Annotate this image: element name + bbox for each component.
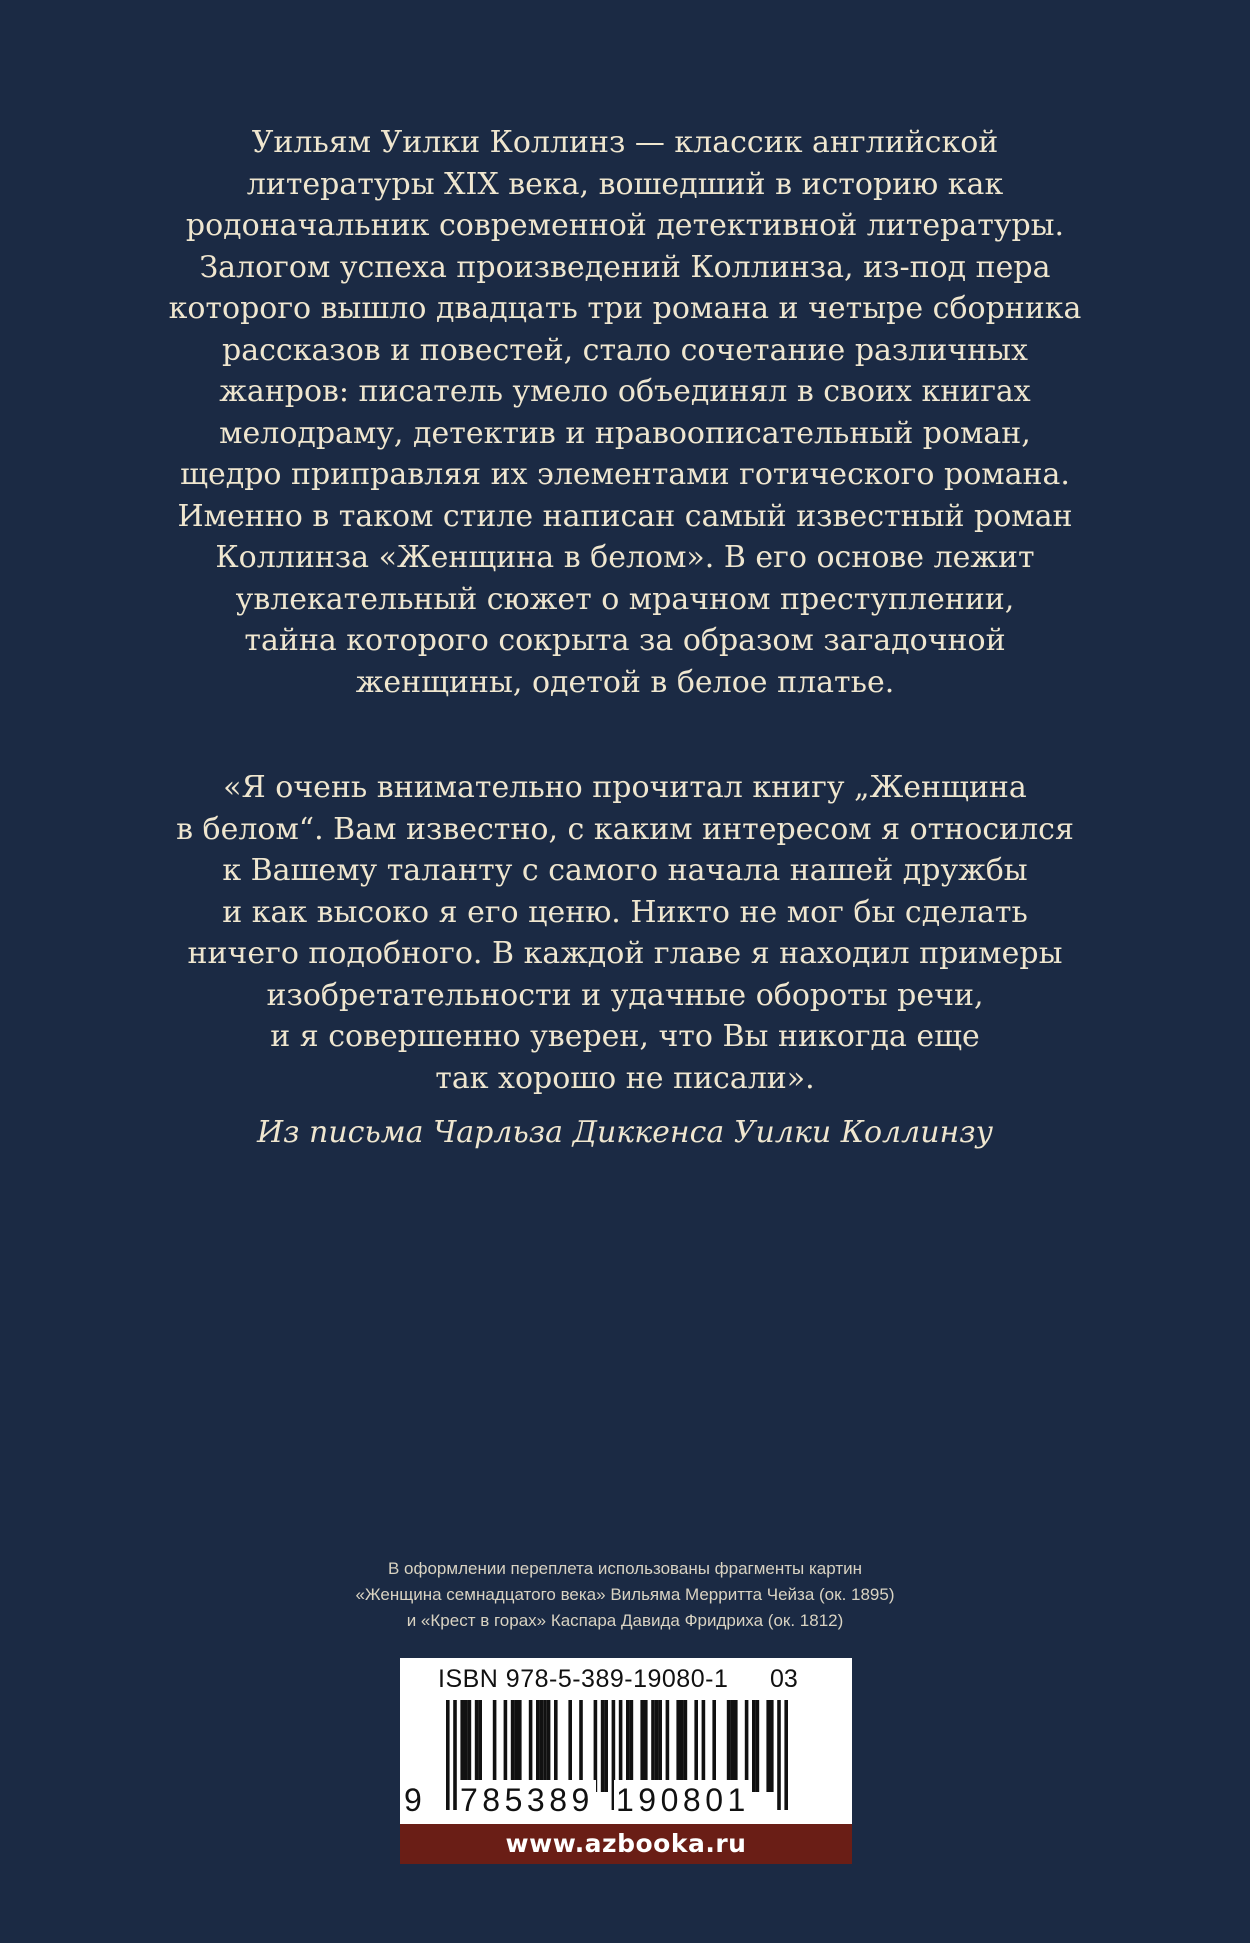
barcode-bar [655,1700,659,1792]
annotation-line: которого вышло двадцать три романа и четыре сборника [168,291,1082,326]
barcode-bar [684,1700,688,1792]
barcode-bar [493,1700,497,1792]
barcode-bar [727,1700,731,1792]
ean-left-digits: 785389 [460,1782,594,1818]
barcode-bar [658,1700,662,1792]
barcode-bar [626,1700,630,1792]
publisher-website: www.azbooka.ru [400,1824,852,1864]
barcode-bar [666,1700,670,1792]
annotation-line: щедро приправляя их элементами готического романа. [180,457,1070,492]
cover-art-credits [250,1556,1000,1634]
credits-line: и «Крест в горах» Каспара Давида Фридриха (ок. 1812) [406,1611,844,1630]
barcode-bar [478,1700,482,1792]
barcode-bar [536,1700,540,1792]
isbn-barcode-block [400,1658,852,1864]
annotation-line: женщины, одетой в белое платье. [355,664,895,700]
barcode-bar [702,1700,706,1792]
quote-attribution: Из письма Чарльза Диккенса Уилки Коллинзу [256,1115,994,1150]
isbn-number: ISBN 978-5-389-19080-1 [438,1665,729,1693]
annotation-line: тайна которого сокрыта за образом загадочной [244,623,1006,658]
annotation-line: увлекательный сюжет о мрачном преступлении, [235,581,1015,617]
dickens-quote [140,767,1110,1099]
barcode-bar [694,1700,698,1792]
barcode-bar [543,1700,547,1792]
ean-right-digits: 190801 [616,1782,750,1818]
barcode-bar [554,1700,558,1792]
price-code: 03 [770,1665,798,1693]
quote-line: к Вашему таланту с самого начала нашей дружбы [222,853,1028,888]
barcode-bar [766,1700,770,1792]
barcode-bar [734,1700,738,1792]
barcode-bar [752,1700,756,1792]
barcode-bar [579,1700,583,1792]
barcode-bar [651,1700,655,1792]
barcode-bar [547,1700,551,1792]
barcode-bar [511,1700,515,1792]
barcode-bar [644,1700,648,1792]
ean-first-digit: 9 [404,1782,427,1818]
quote-line: и как высоко я его ценю. Никто не мог бы сделать [222,894,1028,930]
barcode-bar [712,1700,716,1792]
barcode-bar [745,1700,749,1792]
annotation-line: Залогом успеха произведений Коллинза, из-под пера [199,249,1051,285]
barcode-bar [504,1700,508,1792]
quote-line: изобретательности и удачные обороты речи, [266,977,984,1013]
annotation-text [140,122,1110,703]
quote-line: в белом“. Вам известно, с каким интересом я относился [176,811,1074,847]
barcode-bar [640,1700,644,1792]
barcode-bar [468,1700,472,1792]
annotation-line: Уильям Уилки Коллинз — классик английской [251,125,999,160]
credits-line: «Женщина семнадцатого века» Вильяма Мерритта Чейза (ок. 1895) [355,1585,895,1604]
barcode-bar [756,1700,760,1792]
ean-digits [400,1780,852,1820]
barcode-bar [518,1700,522,1792]
barcode-bar [676,1700,680,1792]
barcode-bar [460,1700,464,1792]
barcode-bar [475,1700,479,1792]
barcode-bar [680,1700,684,1792]
annotation-line: рассказов и повестей, стало сочетание различных [222,332,1028,368]
annotation-line: Коллинза «Женщина в белом». В его основе лежит [215,540,1035,575]
barcode-bar [540,1700,544,1792]
barcode-bar [594,1700,598,1792]
quote-line: так хорошо не писали». [435,1060,815,1096]
quote-line: «Я очень внимательно прочитал книгу „Женщина [223,770,1027,805]
barcode-bar [601,1700,605,1792]
credits-line: В оформлении переплета использованы фрагменты картин [387,1559,863,1578]
annotation-line: литературы XIX века, вошедший в историю как [246,166,1004,202]
quote-line: ничего подобного. В каждой главе я находил примеры [187,936,1063,971]
barcode-bar [464,1700,468,1792]
quote-line: и я совершенно уверен, что Вы никогда еще [270,1019,980,1054]
annotation-line: родоначальник современной детективной литературы. [185,208,1065,243]
annotation-line: жанров: писатель умело объединял в своих книгах [219,374,1031,409]
annotation-line: мелодраму, детектив и нравоописательный роман, [219,415,1031,451]
barcode-bar [630,1700,634,1792]
barcode-bar [568,1700,572,1792]
barcode-bar [529,1700,533,1792]
barcode-bar [730,1700,734,1792]
barcode-bar [770,1700,774,1792]
annotation-line: Именно в таком стиле написан самый известный роман [177,498,1073,534]
barcode-bar [514,1700,518,1792]
barcode-bar [604,1700,608,1792]
